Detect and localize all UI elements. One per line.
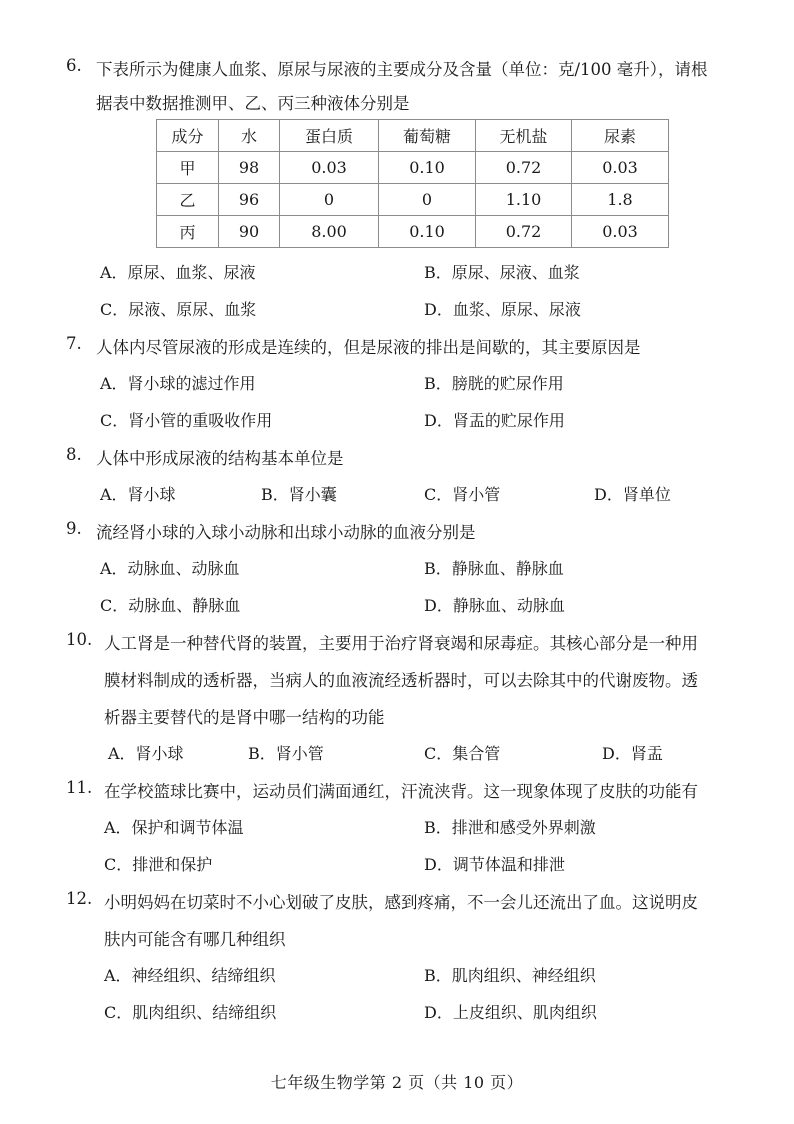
table-cell: 90 <box>219 216 280 248</box>
option-d[interactable]: D．血浆、原尿、尿液 <box>424 300 581 319</box>
option-b[interactable]: B．肌肉组织、神经组织 <box>424 966 596 985</box>
question-stem: 人体内尽管尿液的形成是连续的，但是尿液的排出是间歇的，其主要原因是 <box>96 338 641 357</box>
option-b[interactable]: B．肾小囊 <box>261 485 337 504</box>
table-cell: 乙 <box>157 184 219 216</box>
option-a[interactable]: A．肾小球 <box>108 744 184 763</box>
option-c[interactable]: C．动脉血、静脉血 <box>100 596 241 615</box>
option-b[interactable]: B．原尿、尿液、血浆 <box>424 263 580 282</box>
option-a[interactable]: A．肾小球的滤过作用 <box>100 374 256 393</box>
table-cell: 0.03 <box>572 152 669 184</box>
table-cell: 0.03 <box>572 216 669 248</box>
table-row <box>157 184 669 216</box>
table-cell: 丙 <box>157 216 219 248</box>
table-row <box>157 152 669 184</box>
question-stem-continued: 析器主要替代的是肾中哪一结构的功能 <box>104 708 385 727</box>
table-header-cell: 葡萄糖 <box>379 120 476 152</box>
option-c[interactable]: C．肌肉组织、结缔组织 <box>104 1003 277 1022</box>
question-number: 10. <box>66 630 93 649</box>
table-cell: 1.10 <box>476 184 572 216</box>
page-footer: 七年级生物学第 2 页（共 10 页） <box>270 1073 524 1092</box>
table-cell: 1.8 <box>572 184 669 216</box>
option-b[interactable]: B．静脉血、静脉血 <box>424 559 564 578</box>
table-cell: 8.00 <box>280 216 379 248</box>
option-c[interactable]: C．尿液、原尿、血浆 <box>100 300 257 319</box>
question-stem: 小明妈妈在切菜时不小心划破了皮肤，感到疼痛，不一会儿还流出了血。这说明皮 <box>104 893 698 912</box>
question-stem-continued: 据表中数据推测甲、乙、丙三种液体分别是 <box>96 94 410 113</box>
option-a[interactable]: A．动脉血、动脉血 <box>100 559 240 578</box>
table-cell: 甲 <box>157 152 219 184</box>
question-number: 6. <box>66 56 82 75</box>
table-cell: 96 <box>219 184 280 216</box>
question-stem: 人工肾是一种替代肾的装置，主要用于治疗肾衰竭和尿毒症。其核心部分是一种用 <box>104 634 698 653</box>
table-header-cell: 蛋白质 <box>280 120 379 152</box>
question-number: 9. <box>66 519 82 538</box>
table-cell: 0.72 <box>476 152 572 184</box>
option-b[interactable]: B．膀胱的贮尿作用 <box>424 374 564 393</box>
question-number: 12. <box>66 889 93 908</box>
table-cell: 0.72 <box>476 216 572 248</box>
option-c[interactable]: C．肾小管的重吸收作用 <box>100 411 273 430</box>
question-number: 7. <box>66 334 82 353</box>
option-d[interactable]: D．肾盂 <box>602 744 663 763</box>
option-d[interactable]: D．肾单位 <box>594 485 671 504</box>
option-c[interactable]: C．集合管 <box>424 744 501 763</box>
option-c[interactable]: C．排泄和保护 <box>104 855 213 874</box>
question-stem: 人体中形成尿液的结构基本单位是 <box>96 449 344 468</box>
question-stem: 下表所示为健康人血浆、原尿与尿液的主要成分及含量（单位：克/100 毫升），请根 <box>96 60 708 79</box>
question-stem: 在学校篮球比赛中，运动员们满面通红，汗流浃背。这一现象体现了皮肤的功能有 <box>104 782 698 801</box>
option-d[interactable]: D．上皮组织、肌肉组织 <box>424 1003 597 1022</box>
option-d[interactable]: D．调节体温和排泄 <box>424 855 565 874</box>
table-header-cell: 水 <box>219 120 280 152</box>
option-b[interactable]: B．排泄和感受外界刺激 <box>424 818 596 837</box>
table-cell: 0 <box>280 184 379 216</box>
option-c[interactable]: C．肾小管 <box>424 485 501 504</box>
question-stem: 流经肾小球的入球小动脉和出球小动脉的血液分别是 <box>96 523 476 542</box>
question-stem-continued: 膜材料制成的透析器，当病人的血液流经透析器时，可以去除其中的代谢废物。透 <box>104 671 698 690</box>
option-d[interactable]: D．静脉血、动脉血 <box>424 596 565 615</box>
table-header-cell: 尿素 <box>572 120 669 152</box>
table-header-cell: 无机盐 <box>476 120 572 152</box>
option-b[interactable]: B．肾小管 <box>248 744 324 763</box>
table-header-cell: 成分 <box>157 120 219 152</box>
question-number: 8. <box>66 445 82 464</box>
option-a[interactable]: A．神经组织、结缔组织 <box>104 966 276 985</box>
option-d[interactable]: D．肾盂的贮尿作用 <box>424 411 565 430</box>
option-a[interactable]: A．肾小球 <box>100 485 176 504</box>
table-cell: 98 <box>219 152 280 184</box>
table-cell: 0.10 <box>379 216 476 248</box>
option-a[interactable]: A．保护和调节体温 <box>104 818 244 837</box>
question-stem-continued: 肤内可能含有哪几种组织 <box>104 930 286 949</box>
table-cell: 0.10 <box>379 152 476 184</box>
table-cell: 0 <box>379 184 476 216</box>
option-a[interactable]: A．原尿、血浆、尿液 <box>100 263 256 282</box>
table-header-row <box>157 120 669 152</box>
table-row <box>157 216 669 248</box>
table-cell: 0.03 <box>280 152 379 184</box>
composition-table <box>156 119 669 248</box>
question-number: 11. <box>66 778 93 797</box>
